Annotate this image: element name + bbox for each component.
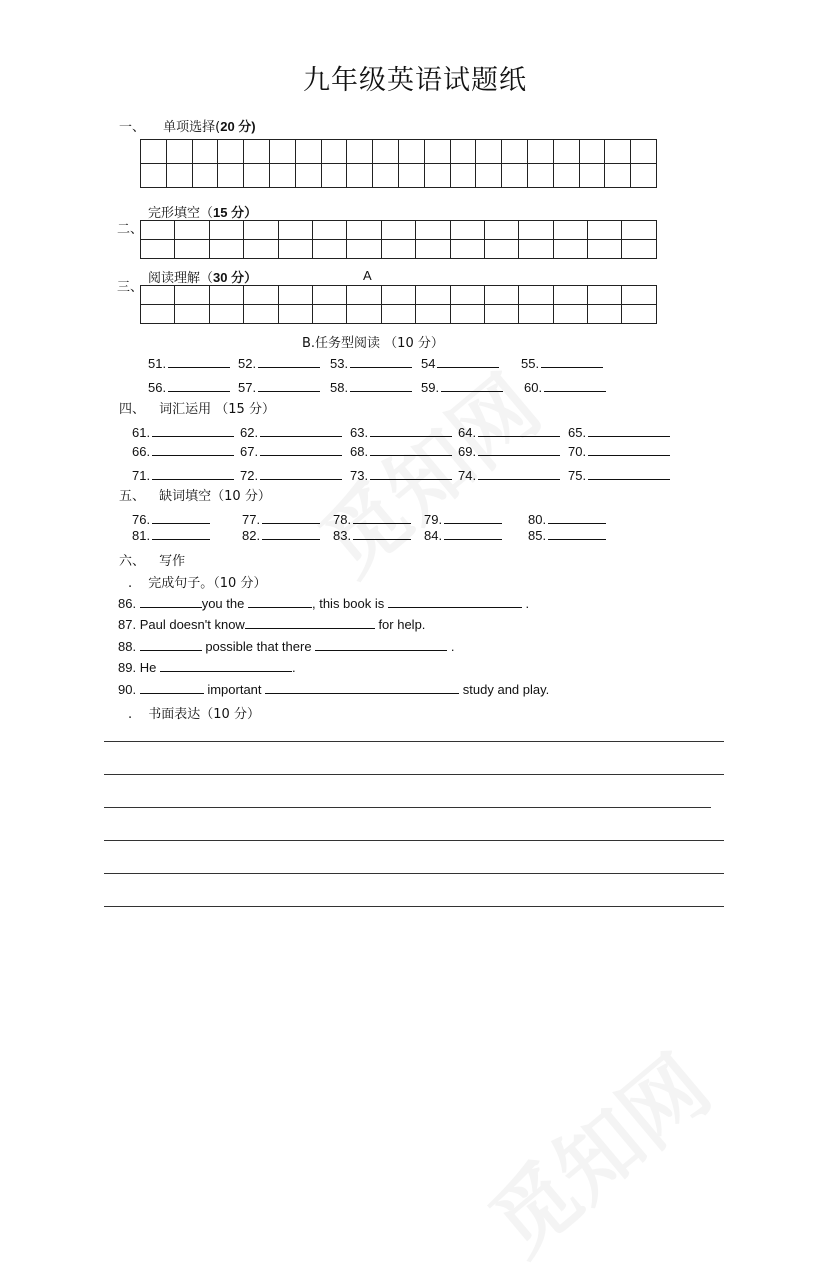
answer-cell[interactable] xyxy=(450,286,484,305)
answer-cell[interactable] xyxy=(347,140,373,164)
section-number: 二、 xyxy=(117,222,144,237)
answer-blank[interactable] xyxy=(260,467,342,480)
item-number: 64. xyxy=(458,425,477,440)
section-1-heading xyxy=(119,116,256,135)
task-reading-heading: B.任务型阅读 （10 分） xyxy=(302,336,444,351)
answer-item xyxy=(132,511,210,527)
part-a-label: A xyxy=(363,268,372,283)
answer-cell[interactable] xyxy=(588,221,622,240)
item-number: 82. xyxy=(242,528,261,543)
answer-cell[interactable] xyxy=(209,286,243,305)
item-number: 85. xyxy=(528,528,547,543)
writing-line[interactable] xyxy=(104,741,724,742)
section-label: 书面表达（10 分） xyxy=(148,707,260,722)
answer-cell[interactable] xyxy=(519,221,553,240)
answer-blank[interactable] xyxy=(588,424,670,437)
item-number: 58. xyxy=(330,380,349,395)
answer-cell[interactable] xyxy=(519,305,553,324)
sentence-text: . xyxy=(291,660,296,675)
answer-cell[interactable] xyxy=(269,164,295,188)
item-number: 83. xyxy=(333,528,352,543)
answer-grid-cloze xyxy=(140,220,657,259)
answer-item xyxy=(240,424,342,440)
section-5-heading xyxy=(119,485,271,504)
answer-blank[interactable] xyxy=(350,379,412,392)
answer-item xyxy=(238,355,320,371)
item-number: 60. xyxy=(524,380,543,395)
answer-cell[interactable] xyxy=(192,140,218,164)
item-number: 87. xyxy=(118,617,137,632)
answer-cell[interactable] xyxy=(622,240,657,259)
answer-cell[interactable] xyxy=(312,305,346,324)
answer-blank[interactable] xyxy=(370,467,452,480)
answer-item xyxy=(350,424,452,440)
answer-cell[interactable] xyxy=(553,140,579,164)
sentence-text: you the xyxy=(201,596,245,611)
answer-cell[interactable] xyxy=(218,164,244,188)
answer-cell[interactable] xyxy=(209,221,243,240)
answer-blank[interactable] xyxy=(350,355,412,368)
writing-line[interactable] xyxy=(104,873,724,874)
answer-item xyxy=(350,467,452,483)
answer-cell[interactable] xyxy=(484,305,518,324)
answer-blank[interactable] xyxy=(152,527,210,540)
bullet: . xyxy=(128,707,133,722)
item-number: 76. xyxy=(132,512,151,527)
answer-blank[interactable] xyxy=(370,443,452,456)
answer-item xyxy=(350,443,452,459)
answer-item xyxy=(568,424,670,440)
section-label: 阅读理解（ xyxy=(148,271,214,286)
item-number: 52. xyxy=(238,356,257,371)
answer-item xyxy=(458,424,560,440)
answer-cell[interactable] xyxy=(269,140,295,164)
sentence-text: . xyxy=(525,596,530,611)
answer-cell[interactable] xyxy=(175,221,209,240)
answer-cell[interactable] xyxy=(192,164,218,188)
item-number: 56. xyxy=(148,380,167,395)
writing-line[interactable] xyxy=(104,840,724,841)
item-number: 89. xyxy=(118,660,137,675)
answer-blank[interactable] xyxy=(265,681,459,694)
item-number: 78. xyxy=(333,512,352,527)
answer-cell[interactable] xyxy=(527,140,553,164)
answer-blank[interactable] xyxy=(140,638,202,651)
item-number: 59. xyxy=(421,380,440,395)
answer-cell[interactable] xyxy=(321,140,347,164)
answer-item xyxy=(524,379,606,395)
answer-item xyxy=(421,355,499,371)
bullet: . xyxy=(128,576,133,591)
item-number: 84. xyxy=(424,528,443,543)
sentence-88 xyxy=(118,638,454,654)
item-number: 88. xyxy=(118,639,137,654)
answer-blank[interactable] xyxy=(588,443,670,456)
item-number: 75. xyxy=(568,468,587,483)
answer-cell[interactable] xyxy=(312,221,346,240)
answer-blank[interactable] xyxy=(245,616,375,629)
answer-item xyxy=(132,443,234,459)
answer-cell[interactable] xyxy=(605,164,631,188)
answer-blank[interactable] xyxy=(168,379,230,392)
answer-cell[interactable] xyxy=(579,164,605,188)
answer-blank[interactable] xyxy=(353,511,411,524)
section-number: 一、 xyxy=(119,120,146,135)
answer-blank[interactable] xyxy=(260,424,342,437)
answer-item xyxy=(521,355,603,371)
item-number: 71. xyxy=(132,468,151,483)
item-number: 53. xyxy=(330,356,349,371)
item-number: 63. xyxy=(350,425,369,440)
answer-grid-single-choice xyxy=(140,139,657,188)
answer-blank[interactable] xyxy=(258,379,320,392)
item-number: 73. xyxy=(350,468,369,483)
answer-cell[interactable] xyxy=(166,140,192,164)
answer-item xyxy=(421,379,503,395)
answer-cell[interactable] xyxy=(631,164,657,188)
section-2-heading xyxy=(148,202,257,221)
sentence-87 xyxy=(118,616,425,632)
answer-cell[interactable] xyxy=(484,286,518,305)
answer-cell[interactable] xyxy=(373,140,399,164)
answer-item xyxy=(240,443,342,459)
sentence-text: for help. xyxy=(378,617,426,632)
answer-blank[interactable] xyxy=(262,511,320,524)
answer-item xyxy=(330,355,412,371)
answer-cell[interactable] xyxy=(373,164,399,188)
answer-cell[interactable] xyxy=(209,305,243,324)
answer-blank[interactable] xyxy=(168,355,230,368)
answer-cell[interactable] xyxy=(244,240,278,259)
answer-blank[interactable] xyxy=(248,595,312,608)
answer-cell[interactable] xyxy=(347,240,381,259)
answer-cell[interactable] xyxy=(141,164,167,188)
answer-cell[interactable] xyxy=(312,286,346,305)
answer-cell[interactable] xyxy=(416,305,450,324)
answer-blank[interactable] xyxy=(388,595,522,608)
answer-cell[interactable] xyxy=(588,240,622,259)
answer-cell[interactable] xyxy=(450,305,484,324)
answer-cell[interactable] xyxy=(553,164,579,188)
answer-cell[interactable] xyxy=(347,221,381,240)
answer-cell[interactable] xyxy=(321,164,347,188)
answer-blank[interactable] xyxy=(444,511,502,524)
sentence-text: Paul doesn't know xyxy=(139,617,245,632)
answer-item xyxy=(458,443,560,459)
answer-item xyxy=(148,379,230,395)
answer-cell[interactable] xyxy=(519,240,553,259)
answer-cell[interactable] xyxy=(553,305,587,324)
answer-cell[interactable] xyxy=(631,140,657,164)
item-number: 77. xyxy=(242,512,261,527)
answer-blank[interactable] xyxy=(478,424,560,437)
sentence-text: study and play. xyxy=(462,682,550,697)
answer-blank[interactable] xyxy=(260,443,342,456)
answer-item xyxy=(568,443,670,459)
section-number: 三、 xyxy=(117,280,144,295)
answer-cell[interactable] xyxy=(244,286,278,305)
page-title: 九年级英语试题纸 xyxy=(303,65,527,96)
item-number: 81. xyxy=(132,528,151,543)
item-number: 68. xyxy=(350,444,369,459)
answer-item xyxy=(132,467,234,483)
answer-cell[interactable] xyxy=(519,286,553,305)
answer-cell[interactable] xyxy=(527,164,553,188)
section-3-heading xyxy=(148,267,257,286)
answer-item xyxy=(424,511,502,527)
answer-item xyxy=(528,511,606,527)
item-number: 72. xyxy=(240,468,259,483)
sentence-text: important xyxy=(207,682,262,697)
item-number: 62. xyxy=(240,425,259,440)
answer-cell[interactable] xyxy=(416,240,450,259)
answer-item xyxy=(424,527,502,543)
sentence-90 xyxy=(118,681,549,697)
answer-cell[interactable] xyxy=(244,164,270,188)
answer-cell[interactable] xyxy=(450,140,476,164)
sentence-86 xyxy=(118,595,529,611)
section-number: 六、 xyxy=(119,554,146,569)
answer-blank[interactable] xyxy=(478,443,560,456)
section-label: 完形填空（ xyxy=(148,206,214,221)
answer-blank[interactable] xyxy=(444,527,502,540)
answer-item xyxy=(333,527,411,543)
sentence-text: , this book is xyxy=(311,596,385,611)
answer-cell[interactable] xyxy=(141,240,175,259)
writing-line[interactable] xyxy=(104,774,724,775)
answer-item xyxy=(242,511,320,527)
item-number: 67. xyxy=(240,444,259,459)
answer-blank[interactable] xyxy=(478,467,560,480)
answer-blank[interactable] xyxy=(588,467,670,480)
answer-blank[interactable] xyxy=(441,379,503,392)
section-label: 缺词填空（10 分） xyxy=(159,489,271,504)
answer-cell[interactable] xyxy=(588,286,622,305)
answer-cell[interactable] xyxy=(381,286,415,305)
answer-cell[interactable] xyxy=(244,140,270,164)
item-number: 54 xyxy=(421,356,436,371)
writing-line[interactable] xyxy=(104,807,711,808)
answer-cell[interactable] xyxy=(209,240,243,259)
answer-cell[interactable] xyxy=(484,221,518,240)
section-score: 15 分） xyxy=(213,205,258,220)
answer-blank[interactable] xyxy=(258,355,320,368)
section-number: 四、 xyxy=(119,402,146,417)
answer-item xyxy=(330,379,412,395)
answer-blank[interactable] xyxy=(152,511,210,524)
answer-cell[interactable] xyxy=(312,240,346,259)
answer-cell[interactable] xyxy=(588,305,622,324)
answer-blank[interactable] xyxy=(262,527,320,540)
watermark xyxy=(461,1023,732,1278)
section-score: 20 分) xyxy=(220,119,256,134)
answer-cell[interactable] xyxy=(278,221,312,240)
answer-item xyxy=(242,527,320,543)
answer-cell[interactable] xyxy=(141,305,175,324)
sentence-text: . xyxy=(450,639,455,654)
answer-blank[interactable] xyxy=(541,355,603,368)
section-label: 写作 xyxy=(159,554,186,569)
answer-item xyxy=(528,527,606,543)
item-number: 65. xyxy=(568,425,587,440)
answer-cell[interactable] xyxy=(295,164,321,188)
answer-cell[interactable] xyxy=(579,140,605,164)
item-number: 61. xyxy=(132,425,151,440)
answer-cell[interactable] xyxy=(416,286,450,305)
sentence-89 xyxy=(118,659,296,675)
writing-heading xyxy=(128,703,260,722)
answer-grid-reading xyxy=(140,285,657,324)
answer-cell[interactable] xyxy=(476,164,502,188)
item-number: 74. xyxy=(458,468,477,483)
item-number: 69. xyxy=(458,444,477,459)
answer-cell[interactable] xyxy=(476,140,502,164)
section-label: 单项选择( xyxy=(163,120,221,135)
answer-cell[interactable] xyxy=(622,305,657,324)
item-number: 86. xyxy=(118,596,137,611)
answer-cell[interactable] xyxy=(347,305,381,324)
section-label: 完成句子。（10 分） xyxy=(148,576,267,591)
answer-cell[interactable] xyxy=(381,305,415,324)
section-number: 五、 xyxy=(119,489,146,504)
answer-blank[interactable] xyxy=(152,424,234,437)
item-number: 79. xyxy=(424,512,443,527)
answer-blank[interactable] xyxy=(140,681,204,694)
answer-cell[interactable] xyxy=(398,140,424,164)
answer-item xyxy=(333,511,411,527)
answer-cell[interactable] xyxy=(175,305,209,324)
answer-cell[interactable] xyxy=(141,221,175,240)
answer-cell[interactable] xyxy=(295,140,321,164)
sentence-text: possible that there xyxy=(205,639,312,654)
answer-item xyxy=(458,467,560,483)
answer-cell[interactable] xyxy=(450,221,484,240)
answer-item xyxy=(148,355,230,371)
answer-cell[interactable] xyxy=(450,164,476,188)
answer-blank[interactable] xyxy=(315,638,447,651)
sentence-text: He xyxy=(139,660,157,675)
writing-line[interactable] xyxy=(104,906,724,907)
answer-blank[interactable] xyxy=(544,379,606,392)
answer-cell[interactable] xyxy=(553,286,587,305)
answer-cell[interactable] xyxy=(218,140,244,164)
item-number: 90. xyxy=(118,682,137,697)
answer-item xyxy=(240,467,342,483)
answer-cell[interactable] xyxy=(141,140,167,164)
answer-cell[interactable] xyxy=(175,286,209,305)
answer-blank[interactable] xyxy=(370,424,452,437)
answer-cell[interactable] xyxy=(175,240,209,259)
section-label: 词汇运用 （15 分） xyxy=(159,402,275,417)
answer-cell[interactable] xyxy=(502,140,528,164)
answer-blank[interactable] xyxy=(548,527,606,540)
answer-item xyxy=(132,527,210,543)
answer-item xyxy=(568,467,670,483)
answer-blank[interactable] xyxy=(152,467,234,480)
answer-cell[interactable] xyxy=(244,305,278,324)
answer-blank[interactable] xyxy=(353,527,411,540)
answer-cell[interactable] xyxy=(553,240,587,259)
answer-blank[interactable] xyxy=(437,355,499,368)
answer-cell[interactable] xyxy=(605,140,631,164)
answer-blank[interactable] xyxy=(152,443,234,456)
answer-cell[interactable] xyxy=(381,240,415,259)
answer-cell[interactable] xyxy=(166,164,192,188)
item-number: 70. xyxy=(568,444,587,459)
answer-cell[interactable] xyxy=(622,286,657,305)
answer-cell[interactable] xyxy=(141,286,175,305)
answer-cell[interactable] xyxy=(424,164,450,188)
answer-cell[interactable] xyxy=(622,221,657,240)
answer-cell[interactable] xyxy=(484,240,518,259)
section-6-heading xyxy=(119,550,185,569)
answer-blank[interactable] xyxy=(548,511,606,524)
section-4-heading xyxy=(119,398,275,417)
item-number: 80. xyxy=(528,512,547,527)
answer-cell[interactable] xyxy=(502,164,528,188)
answer-cell[interactable] xyxy=(278,240,312,259)
answer-cell[interactable] xyxy=(424,140,450,164)
answer-cell[interactable] xyxy=(416,221,450,240)
answer-cell[interactable] xyxy=(244,221,278,240)
answer-cell[interactable] xyxy=(278,305,312,324)
answer-cell[interactable] xyxy=(347,286,381,305)
sentence-completion-heading xyxy=(128,572,266,591)
section-score: 30 分） xyxy=(213,270,258,285)
answer-blank[interactable] xyxy=(140,595,202,608)
answer-item xyxy=(238,379,320,395)
answer-cell[interactable] xyxy=(347,164,373,188)
item-number: 51. xyxy=(148,356,167,371)
answer-cell[interactable] xyxy=(278,286,312,305)
item-number: 66. xyxy=(132,444,151,459)
answer-cell[interactable] xyxy=(553,221,587,240)
answer-item xyxy=(132,424,234,440)
answer-blank[interactable] xyxy=(160,659,292,672)
item-number: 57. xyxy=(238,380,257,395)
item-number: 55. xyxy=(521,356,540,371)
answer-cell[interactable] xyxy=(381,221,415,240)
answer-cell[interactable] xyxy=(398,164,424,188)
answer-cell[interactable] xyxy=(450,240,484,259)
